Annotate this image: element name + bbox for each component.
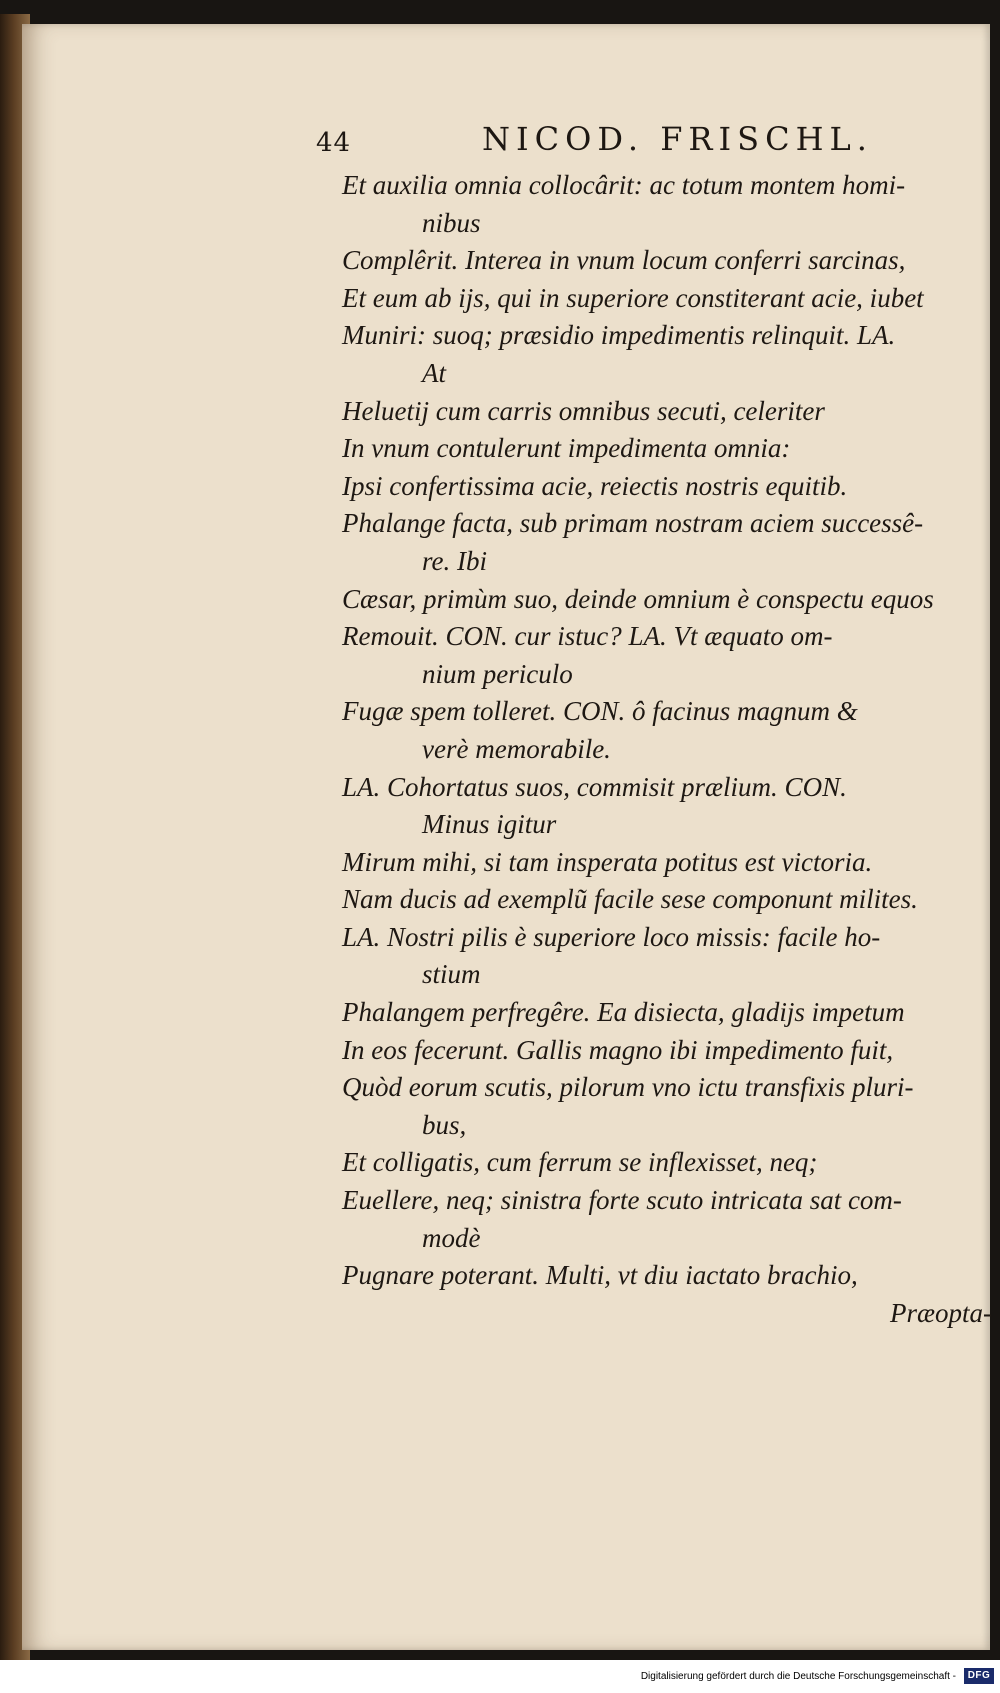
text-line: Nam ducis ad exemplũ facile sese componunt milites. bbox=[342, 884, 918, 915]
text-line: In vnum contulerunt impedimenta omnia: bbox=[342, 433, 791, 464]
text-line: Minus igitur bbox=[422, 809, 557, 840]
text-line: Muniri: suoq; præsidio impedimentis relinquit. LA. bbox=[342, 320, 896, 351]
text-line: Et auxilia omnia collocârit: ac totum montem homi- bbox=[342, 170, 906, 200]
text-line: Euellere, neq; sinistra forte scuto intricata sat com- bbox=[342, 1185, 902, 1216]
running-head: NICOD. FRISCHL. bbox=[482, 120, 873, 158]
text-line: Et colligatis, cum ferrum se inflexisset, neq; bbox=[342, 1147, 818, 1178]
text-line: Phalange facta, sub primam nostram aciem successê- bbox=[342, 508, 924, 539]
funding-credit: Digitalisierung gefördert durch die Deutsche Forschungsgemeinschaft - bbox=[640, 1671, 956, 1682]
text-line: modè bbox=[422, 1222, 481, 1253]
page-number: 44 bbox=[316, 128, 352, 158]
page-header bbox=[22, 120, 990, 168]
text-line: re. Ibi bbox=[422, 545, 487, 576]
text-line: Mirum mihi, si tam insperata potitus est victoria. bbox=[342, 846, 873, 877]
text-line: Heluetij cum carris omnibus secuti, celeriter bbox=[342, 395, 825, 426]
text-line: LA. Nostri pilis è superiore loco missis: facile ho- bbox=[342, 921, 881, 952]
text-line: Cæsar, primùm suo, deinde omnium è conspectu equos bbox=[342, 583, 934, 614]
text-line: stium bbox=[422, 959, 481, 990]
text-line: At bbox=[422, 357, 446, 388]
text-line: nium periculo bbox=[422, 658, 573, 689]
digitization-footer bbox=[0, 1660, 1000, 1693]
text-line: Remouit. CON. cur istuc? LA. Vt æquato om- bbox=[342, 621, 833, 652]
text-line: Ipsi confertissima acie, reiectis nostris equitib. bbox=[342, 470, 848, 501]
catchword: Præopta- bbox=[889, 1297, 992, 1328]
text-line: Pugnare poterant. Multi, vt diu iactato brachio, bbox=[342, 1260, 858, 1291]
verse-text bbox=[342, 167, 1000, 1332]
text-line: Complêrit. Interea in vnum locum conferri sarcinas, bbox=[342, 245, 906, 276]
text-line: Fugæ spem tolleret. CON. ô facinus magnum & bbox=[342, 696, 858, 727]
text-line: Phalangem perfregêre. Ea disiecta, gladijs impetum bbox=[342, 997, 905, 1028]
text-line: verè memorabile. bbox=[422, 733, 611, 764]
text-line: Et eum ab ijs, qui in superiore constiterant acie, iubet bbox=[342, 282, 924, 313]
text-line: LA. Cohortatus suos, commisit prælium. CON. bbox=[342, 771, 847, 802]
text-line: nibus bbox=[422, 207, 481, 238]
book-page bbox=[22, 24, 990, 1650]
text-line: In eos fecerunt. Gallis magno ibi impedimento fuit, bbox=[342, 1034, 894, 1065]
text-line: Quòd eorum scutis, pilorum vno ictu transfixis pluri- bbox=[342, 1072, 914, 1103]
dfg-logo-icon: DFG bbox=[964, 1668, 994, 1684]
text-line: bus, bbox=[422, 1109, 467, 1140]
